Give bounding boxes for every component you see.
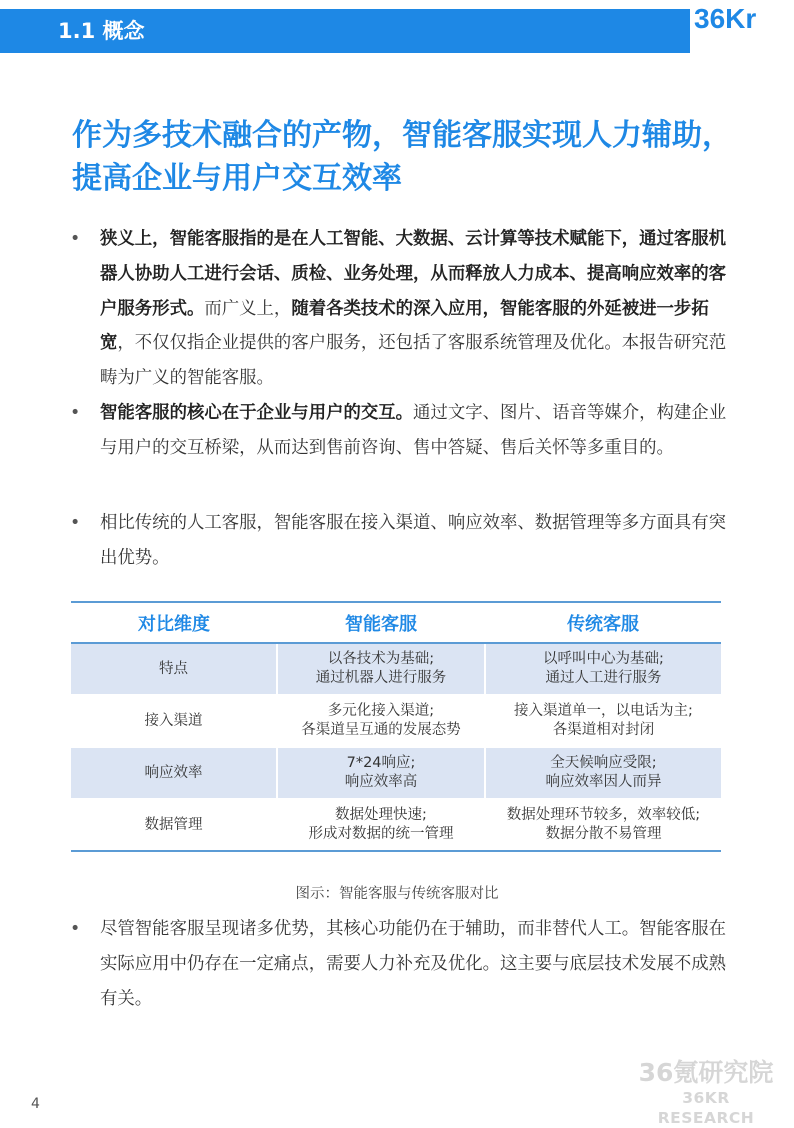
traditional-cell: 以呼叫中心为基础; 通过人工进行服务	[485, 643, 721, 695]
bullet-text: 尽管智能客服呈现诸多优势，其核心功能仍在于辅助，而非替代人工。智能客服在实际应用中仍存在一定痛点，需要人力补充及优化。这主要与底层技术发展不成熟有关。	[100, 919, 727, 1009]
bullet-marker: •	[70, 403, 81, 423]
row-dimension: 数据管理	[71, 799, 277, 851]
header-smart-service: 智能客服	[277, 602, 485, 643]
research-watermark: 36氪研究院 36KR RESEARCH	[638, 1058, 774, 1127]
smart-cell: 多元化接入渠道; 各渠道呈互通的发展态势	[277, 695, 485, 747]
row-dimension: 特点	[71, 643, 277, 695]
smart-cell: 7*24响应; 响应效率高	[277, 747, 485, 799]
bullet-marker: •	[70, 513, 81, 533]
traditional-cell: 数据处理环节较多，效率较低; 数据分散不易管理	[485, 799, 721, 851]
table-row	[71, 799, 721, 851]
header-dimension: 对比维度	[71, 602, 277, 643]
page-number: 4	[31, 1096, 40, 1112]
traditional-cell: 接入渠道单一，以电话为主; 各渠道相对封闭	[485, 695, 721, 747]
table-row	[71, 695, 721, 747]
row-dimension: 响应效率	[71, 747, 277, 799]
smart-cell: 数据处理快速; 形成对数据的统一管理	[277, 799, 485, 851]
bullet-marker: •	[70, 229, 81, 249]
row-dimension: 接入渠道	[71, 695, 277, 747]
bullet-text: 相比传统的人工客服，智能客服在接入渠道、响应效率、数据管理等多方面具有突出优势。	[100, 513, 727, 568]
bullet-definition	[72, 222, 730, 396]
bullet-text-bold: 智能客服的核心在于企业与用户的交互。	[100, 403, 414, 423]
bullet-core	[72, 396, 730, 466]
traditional-cell: 全天候响应受限; 响应效率因人而异	[485, 747, 721, 799]
table-header-row	[71, 602, 721, 643]
bullet-advantage	[72, 506, 730, 576]
bullet-limitation	[72, 912, 730, 1016]
bullet-text: ，不仅仅指企业提供的客户服务，还包括了客服系统管理及优化。本报告研究范畴为广义的智能客服。	[100, 333, 727, 389]
bullet-text-bold: 狭义上，智能客服指的是在人工智能、大数据、云计算等技术赋能下，通过客服机器人协助人工进行会话、质检、业务处理，从而释放人力成本、提高响应效率的客户服务形式。	[100, 229, 727, 319]
smart-cell: 以各技术为基础; 通过机器人进行服务	[277, 643, 485, 695]
bullet-text: 而广义上，	[204, 298, 292, 319]
table-row	[71, 747, 721, 799]
section-title: 1.1 概念	[58, 19, 145, 43]
table-caption: 图示：智能客服与传统客服对比	[295, 886, 499, 902]
bullet-text: 通过文字、图片、语音等媒介，构建企业与用户的交互桥梁，从而达到售前咨询、售中答疑、售后关怀等多重目的。	[100, 403, 727, 458]
comparison-table	[71, 601, 721, 852]
table-row	[71, 643, 721, 695]
bullet-text-bold: 随着各类技术的深入应用，智能客服的外延被进一步拓宽	[100, 298, 709, 354]
brand-logo	[690, 0, 794, 56]
bullet-marker: •	[70, 919, 81, 939]
main-heading: 作为多技术融合的产物，智能客服实现人力辅助，提高企业与用户交互效率	[72, 118, 732, 196]
header-traditional-service: 传统客服	[485, 602, 721, 643]
svg-text:36Kr: 36Kr	[694, 3, 757, 34]
